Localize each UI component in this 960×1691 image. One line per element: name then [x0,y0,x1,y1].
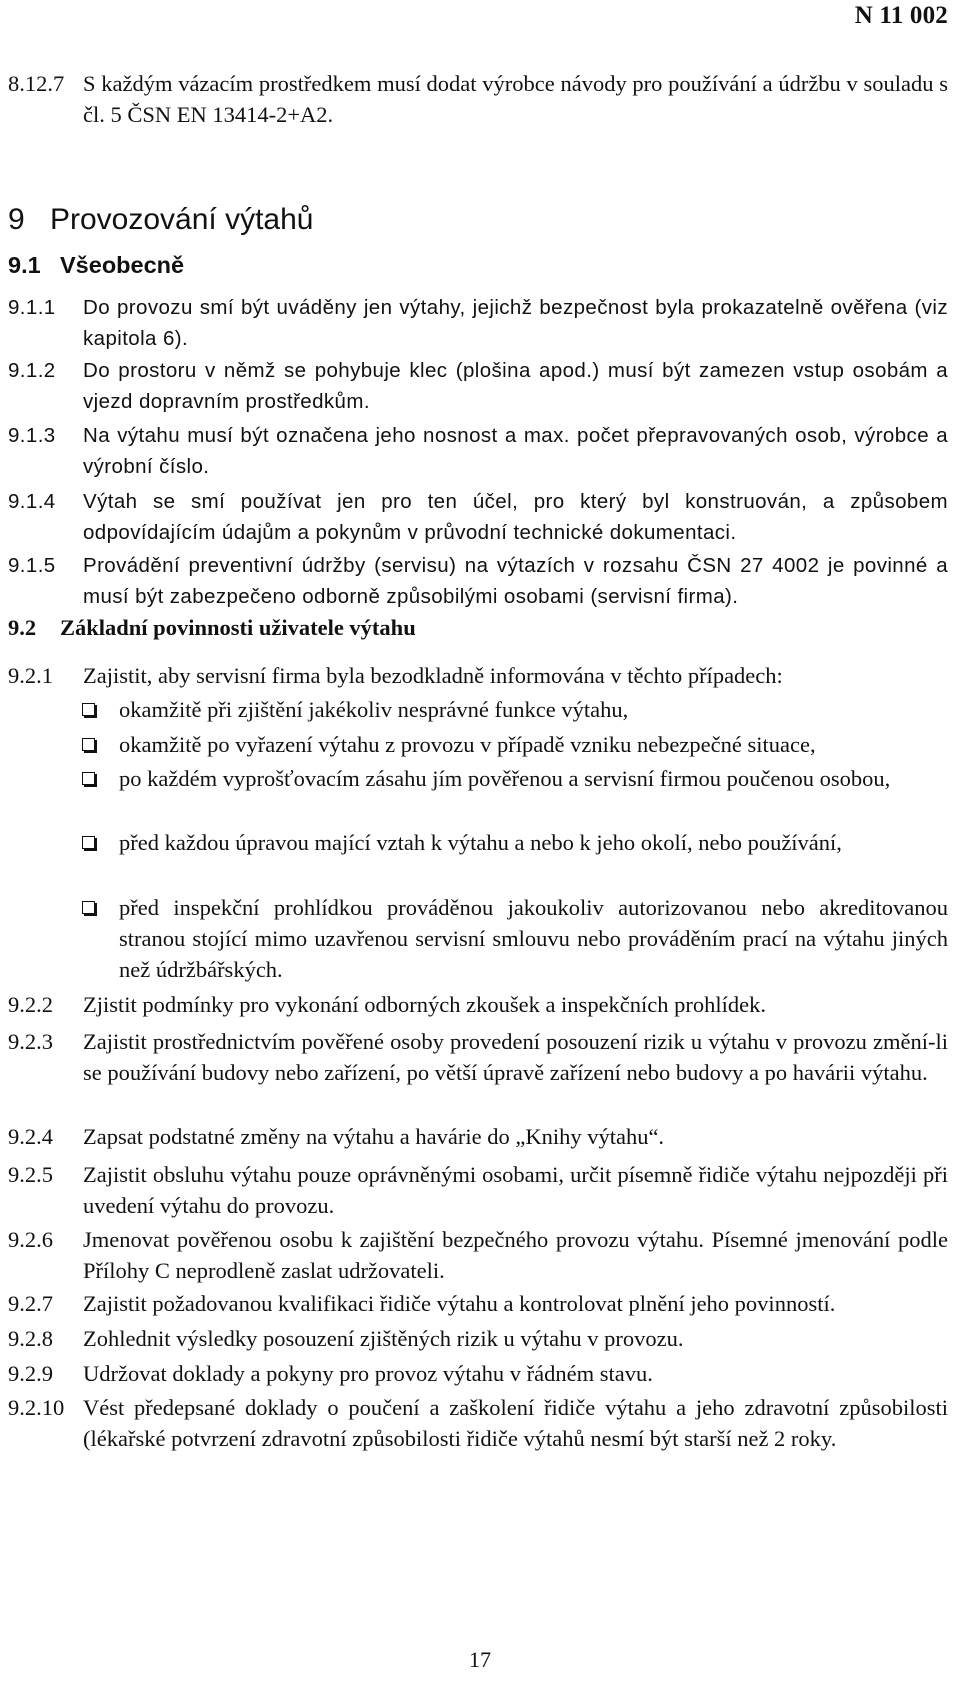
clause-text: Zohlednit výsledky posouzení zjištěných rizik u výtahu v provozu. [83,1326,684,1351]
section-title: Provozování výtahů [50,203,314,236]
clause-number: 9.1.4 [8,490,56,513]
clause-number: 9.1.5 [8,554,56,577]
bullet-text: okamžitě po vyřazení výtahu z provozu v případě vzniku nebezpečné situace, [119,732,816,757]
subsection-number: 9.1 [8,252,41,278]
clause-text: S každým vázacím prostředkem musí dodat výrobce návody pro používání a údržbu v souladu s čl. 5 ČSN EN 13414-2+A2. [83,71,948,127]
clause-text: Zajistit prostřednictvím pověřené osoby provedení posouzení rizik u výtahu v provozu změní-li se používání budovy nebo zařízení, po větší úpravě zařízení nebo budovy a po havárii výtahu. [83,1029,948,1085]
bullet-text: okamžitě při zjištění jakékoliv nesprávné funkce výtahu, [119,697,629,722]
clause-9-1-5 [8,550,948,612]
clause-9-2-1 [8,660,948,691]
clause-8-12-7 [8,68,948,130]
clause-number: 9.2.5 [8,1162,53,1187]
clause-number: 9.1.2 [8,359,56,382]
clause-number: 9.1.3 [8,424,56,447]
clause-number: 9.2.4 [8,1124,53,1149]
clause-text: Zajistit, aby servisní firma byla bezodkladně informována v těchto případech: [83,663,783,688]
subsection-title: Základní povinnosti uživatele výtahu [60,615,416,640]
clause-9-2-3 [8,1026,948,1088]
clause-number: 9.2.1 [8,663,53,688]
clause-9-1-1 [8,292,948,354]
clause-text: Udržovat doklady a pokyny pro provoz výtahu v řádném stavu. [83,1361,653,1386]
checkbox-bullet-icon [82,772,95,785]
clause-9-2-9 [8,1358,948,1389]
clause-9-2-2 [8,989,948,1020]
clause-number: 9.2.6 [8,1227,53,1252]
clause-text: Na výtahu musí být označena jeho nosnost a max. počet přepravovaných osob, výrobce a výrobní číslo. [83,424,948,478]
clause-9-2-6 [8,1224,948,1286]
bullet-item [78,729,948,760]
section-heading [8,202,313,238]
clause-9-2-4 [8,1121,948,1152]
clause-text: Zajistit požadovanou kvalifikaci řidiče výtahu a kontrolovat plnění jeho povinností. [83,1291,836,1316]
clause-text: Jmenovat pověřenou osobu k zajištění bezpečného provozu výtahu. Písemné jmenování podle Přílohy C neprodleně zaslat udržovateli. [83,1227,948,1283]
checkbox-bullet-icon [82,901,95,914]
clause-text: Zapsat podstatné změny na výtahu a havárie do „Knihy výtahu“. [83,1124,665,1149]
bullet-item [78,827,948,858]
clause-9-2-7 [8,1288,948,1319]
checkbox-bullet-icon [82,738,95,751]
clause-number: 9.2.7 [8,1291,53,1316]
subsection-title: Všeobecně [60,252,185,278]
bullet-item [78,763,948,794]
clause-9-2-10 [8,1392,948,1454]
clause-9-2-8 [8,1323,948,1354]
clause-number: 9.2.10 [8,1395,65,1420]
subsection-heading-9-1 [8,250,184,281]
clause-number: 9.2.3 [8,1029,53,1054]
clause-9-2-5 [8,1159,948,1221]
clause-text: Výtah se smí používat jen pro ten účel, pro který byl konstruován, a způsobem odpovídajícím údajům a pokynům v průvodní technické dokumentaci. [83,490,948,544]
section-number: 9 [8,203,25,236]
clause-text: Do prostoru v němž se pohybuje klec (plošina apod.) musí být zamezen vstup osobám a vjezd dopravním prostředkům. [83,359,948,413]
bullet-item [78,694,948,725]
clause-number: 9.1.1 [8,296,56,319]
clause-text: Zjistit podmínky pro vykonání odborných zkoušek a inspekčních prohlídek. [83,992,767,1017]
clause-text: Do provozu smí být uváděny jen výtahy, jejichž bezpečnost byla prokazatelně ověřena (viz kapitola 6). [83,296,948,350]
checkbox-bullet-icon [82,703,95,716]
page-number: 17 [469,1647,491,1672]
clause-text: Provádění preventivní údržby (servisu) na výtazích v rozsahu ČSN 27 4002 je povinné a musí být zabezpečeno odborně způsobilými osobami (servisní firma). [83,554,948,608]
checkbox-bullet-icon [82,836,95,849]
clause-text: Vést předepsané doklady o poučení a zaškolení řidiče výtahu a jeho zdravotní způsobilosti (lékařské potvrzení zdravotní způsobilosti řidiče výtahů nesmí být starší než 2 roky. [83,1395,948,1451]
clause-number: 8.12.7 [8,71,65,96]
clause-number: 9.2.2 [8,992,53,1017]
clause-9-1-4 [8,486,948,548]
clause-number: 9.2.9 [8,1361,53,1386]
subsection-heading-9-2 [8,612,416,643]
clause-9-1-2 [8,355,948,417]
clause-text: Zajistit obsluhu výtahu pouze oprávněnými osobami, určit písemně řidiče výtahu nejpozději při uvedení výtahu do provozu. [83,1162,948,1218]
clause-9-1-3 [8,420,948,482]
document-code: N 11 002 [854,2,948,29]
bullet-text: po každém vyprošťovacím zásahu jím pověřenou a servisní firmou poučenou osobou, [119,766,891,791]
subsection-number: 9.2 [8,615,37,640]
bullet-item [78,892,948,985]
bullet-text: před inspekční prohlídkou prováděnou jakoukoliv autorizovanou nebo akreditovanou stranou stojící mimo uzavřenou servisní smlouvu nebo prováděním prací na výtahu jiných než údržbářských. [119,895,948,982]
clause-number: 9.2.8 [8,1326,53,1351]
bullet-text: před každou úpravou mající vztah k výtahu a nebo k jeho okolí, nebo používání, [119,830,842,855]
